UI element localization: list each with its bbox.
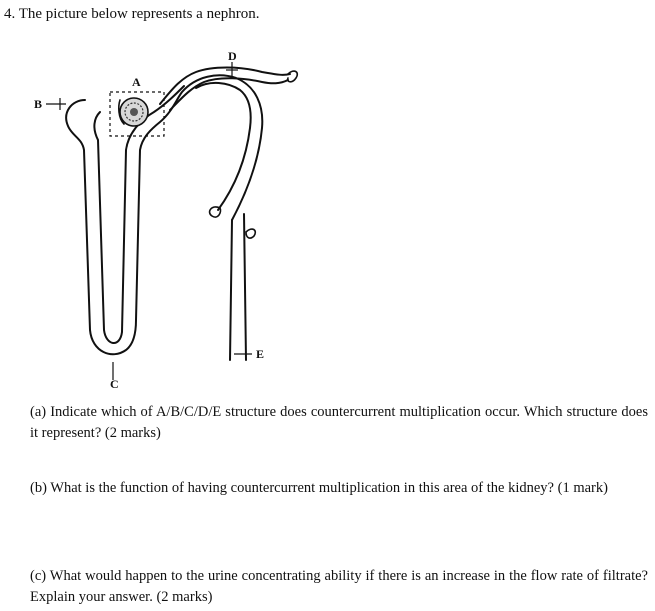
- question-part-c-text: (c) What would happen to the urine concentrating ability if there is an increase in the flow rate of filtrate? Explain your answer. (2 marks): [30, 568, 648, 605]
- svg-text:C: C: [110, 377, 119, 391]
- question-heading: 4. The picture below represents a nephron.: [4, 6, 260, 22]
- label-d: [226, 49, 238, 76]
- question-part-a-text: (a) Indicate which of A/B/C/D/E structure does countercurrent multiplication occur. Which structure does it represent? (2 marks): [30, 404, 648, 441]
- svg-text:A: A: [132, 75, 141, 89]
- question-part-b: [30, 478, 648, 499]
- label-a: [132, 75, 141, 89]
- svg-text:D: D: [228, 49, 237, 63]
- svg-text:B: B: [34, 97, 43, 111]
- glomerulus: [110, 92, 164, 136]
- label-e: [234, 347, 264, 361]
- label-c: [110, 362, 119, 391]
- question-part-b-text: (b) What is the function of having countercurrent multiplication in this area of the kidney? (1 mark): [30, 480, 608, 496]
- label-b: [34, 97, 66, 111]
- svg-text:E: E: [256, 347, 265, 361]
- question-part-c: [30, 566, 648, 608]
- question-part-a: [30, 402, 648, 444]
- nephron-diagram: [0, 40, 330, 400]
- nephron-tubule: [66, 68, 297, 361]
